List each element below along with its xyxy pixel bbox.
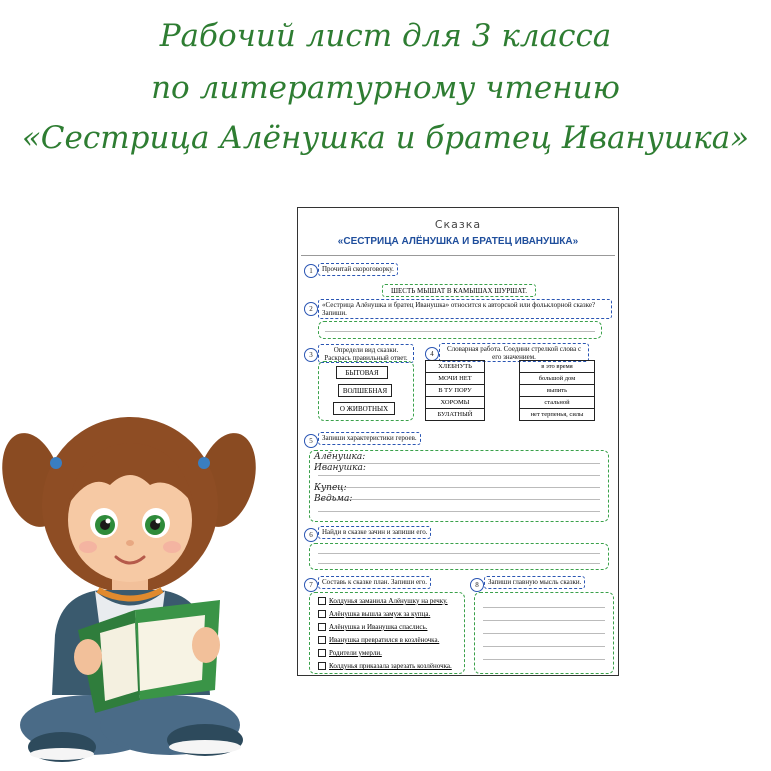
task-4-number: 4 bbox=[425, 347, 439, 361]
table-row bbox=[426, 409, 595, 421]
tongue-twister: ШЕСТЬ МЫШАТ В КАМЫШАХ ШУРШАТ. bbox=[382, 284, 536, 297]
task-2-text bbox=[318, 299, 612, 319]
title-line-1: Рабочий лист для 3 класса bbox=[159, 18, 612, 54]
word-cell[interactable]: В ТУ ПОРУ bbox=[426, 385, 485, 397]
table-row bbox=[426, 361, 595, 373]
plan-checkbox[interactable] bbox=[318, 597, 326, 605]
task-3-line-2: Раскрась правильный ответ. bbox=[324, 354, 408, 362]
meaning-cell[interactable]: стальной bbox=[520, 397, 595, 409]
task-6-number: 6 bbox=[304, 528, 318, 542]
meaning-cell[interactable]: большой дом bbox=[520, 373, 595, 385]
task-2-answer-box[interactable] bbox=[318, 321, 602, 339]
worksheet bbox=[297, 207, 619, 676]
task-7-number: 7 bbox=[304, 578, 318, 592]
plan-item: Родители умерли. bbox=[329, 649, 382, 657]
task-1-text: Прочитай скороговорку. bbox=[318, 263, 398, 276]
word-cell[interactable]: БУЛАТНЫЙ bbox=[426, 409, 485, 421]
plan-checkbox[interactable] bbox=[318, 610, 326, 618]
task-7-text: Составь к сказке план. Запиши его. bbox=[318, 576, 431, 589]
sheet-title: «СЕСТРИЦА АЛЁНУШКА И БРАТЕЦ ИВАНУШКА» bbox=[337, 236, 579, 247]
vocabulary-table bbox=[425, 360, 595, 421]
task-2-line-1: «Сестрица Алёнушка и братец Иванушка» относится к авторской или фольклорной сказке? bbox=[322, 301, 596, 309]
word-cell[interactable]: МОЧИ НЕТ bbox=[426, 373, 485, 385]
meaning-cell[interactable]: выпить bbox=[520, 385, 595, 397]
task-6-answer-box[interactable] bbox=[309, 543, 609, 570]
word-cell[interactable]: ХЛЕБНУТЬ bbox=[426, 361, 485, 373]
task-2-number: 2 bbox=[304, 302, 318, 316]
task-8-number: 8 bbox=[470, 578, 484, 592]
plan-item: Алёнушка и Иванушка спаслись. bbox=[329, 623, 428, 631]
kind-option-everyday[interactable]: БЫТОВАЯ bbox=[336, 366, 388, 379]
sheet-genre: Сказка bbox=[434, 218, 482, 231]
task-3-number: 3 bbox=[304, 348, 318, 362]
plan-item: Алёнушка вышла замуж за купца. bbox=[329, 610, 431, 618]
meaning-cell[interactable]: нет терпенья, силы bbox=[520, 409, 595, 421]
divider bbox=[301, 255, 615, 256]
hero-label: Иванушка: bbox=[314, 463, 366, 473]
task-4-line-2: его значением. bbox=[492, 353, 536, 361]
table-row bbox=[426, 385, 595, 397]
plan-checkbox[interactable] bbox=[318, 649, 326, 657]
task-5-number: 5 bbox=[304, 434, 318, 448]
hero-label: Алёнушка: bbox=[314, 452, 366, 462]
plan-item: Иванушка превратился в козлёночка. bbox=[329, 636, 440, 644]
hero-label: Ведьма: bbox=[314, 494, 353, 504]
plan-checkbox[interactable] bbox=[318, 662, 326, 670]
table-row bbox=[426, 373, 595, 385]
meaning-cell[interactable]: в это время bbox=[520, 361, 595, 373]
title-line-2: по литературному чтению bbox=[151, 70, 620, 106]
task-1-number: 1 bbox=[304, 264, 318, 278]
hero-label: Купец: bbox=[314, 483, 347, 493]
plan-checkbox[interactable] bbox=[318, 636, 326, 644]
kind-option-magic[interactable]: ВОЛШЕБНАЯ bbox=[338, 384, 392, 397]
task-3-line-1: Определи вид сказки. bbox=[333, 346, 399, 354]
table-row bbox=[426, 397, 595, 409]
plan-checkbox[interactable] bbox=[318, 623, 326, 631]
plan-item: Колдунья приказала зарезать козлёночка. bbox=[329, 662, 452, 670]
task-5-text: Запиши характеристики героев. bbox=[318, 432, 421, 445]
task-2-line-2: Запиши. bbox=[322, 309, 347, 317]
kind-option-animals[interactable]: О ЖИВОТНЫХ bbox=[333, 402, 395, 415]
task-8-answer-box[interactable] bbox=[474, 592, 614, 674]
answer-line bbox=[325, 331, 595, 332]
title-line-3: «Сестрица Алёнушка и братец Иванушка» bbox=[21, 120, 750, 156]
word-cell[interactable]: ХОРОМЫ bbox=[426, 397, 485, 409]
task-6-text: Найди в сказке зачин и запиши его. bbox=[318, 526, 431, 539]
task-4-line-1: Словарная работа. Соедини стрелкой слова с bbox=[446, 345, 582, 353]
girl-reading-illustration bbox=[0, 395, 260, 771]
plan-item: Колдунья заманила Алёнушку на речку. bbox=[329, 597, 448, 605]
task-8-text: Запиши главную мысль сказки. bbox=[484, 576, 585, 589]
